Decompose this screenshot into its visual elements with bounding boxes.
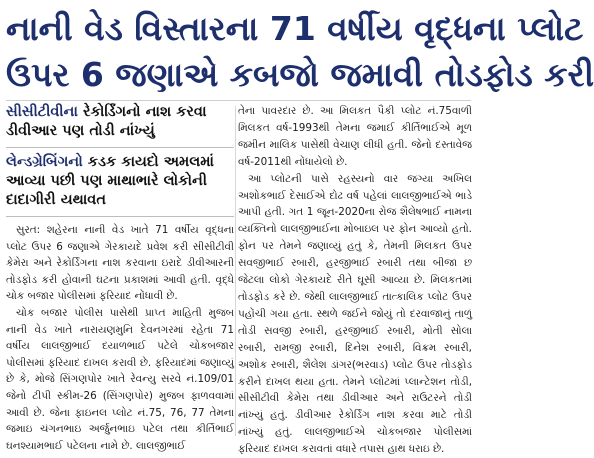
subheading-landgrabbing-lead: લેન્ડગ્રેબિંગનો xyxy=(6,154,83,170)
subheading-cctv-lead: સીસીટીવીના xyxy=(6,104,78,120)
subheading-cctv xyxy=(6,103,234,141)
headline xyxy=(6,6,594,98)
headline-line-2: ઉપર 6 જણાએ કબજો જમાવી તોડફોડ કરી xyxy=(6,55,594,94)
right-paragraph-1: તેના પાવરદાર છે. આ મિલકત પૈકી પ્લોટ નં.75વાળી મિલકત વર્ષ-1993થી તેમના જમાઈ કીર્તિભાઈએ મૂળ જમીન માલિક પાસેથી વેચાણ લીધી હતી. જેનો દસ્તાવેજ વર્ષ-2011થી નોંધાયેલો છે. xyxy=(238,105,472,168)
left-paragraph-1: સુરત: શહેરના નાની વેડ ખાતે 71 વર્ષીય વૃદ્ધના પ્લોટ ઉપર 6 જણાએ ગેરકાયદે પ્રવેશ કરી સીસીટીવી કેમેરા અને રેકોર્ડિંગના નાશ કરવાના ઇરાદે ડીવીઆરની તોડફોડ કરી હોવાની ઘટના પ્રકાશમાં આવી હતી. વૃદ્ધે ચોક બજાર પોલીસમાં ફરિયાદ નોંધાવી છે. xyxy=(6,224,234,303)
column-divider xyxy=(235,106,236,436)
left-paragraph-2: ચોક બજાર પોલીસ પાસેથી પ્રાપ્ત માહિતી મુજબ નાની વેડ ખાતે નારાયણમુનિ દેવનગરમાં રહેતા 71 વર્ષીય લાલજીભાઈ દયાળભાઈ પટેલે ચોકબજાર પોલીસમાં ફરિયાદ દાખલ કરાવી છે. ફરિયાદમાં જણાવ્યું છે કે, મોજે સિંગણપોર ખાતે રેવન્યુ સરવે નં.109/01 જેનો ટીપી સ્કીમ-26 (સિંગણપોર) મુજબ ફાળવવામાં આવી છે. જેના ફાઇનલ પ્લોટ નં.75, 76, 77 તેમના જમાઇ ચંગનભાઇ અર્જુનભાઇ પટેલ તથા કીર્તિભાઈ ઘનશ્યામભાઈ પટેલના નામે છે. લાલજીભાઈ xyxy=(6,306,234,452)
right-column xyxy=(238,103,472,456)
left-column xyxy=(6,103,234,452)
subheading-cctv-rest: રેકોર્ડિંગનો નાશ કરવા ડીવીઆર પણ તોડી નાંખ્યું xyxy=(6,104,207,139)
subheading-landgrabbing-rest: કડક કાયદો અમલમાં આવ્યા પછી પણ માથાભારે લોકોની દાદાગીરી યથાવત xyxy=(6,154,214,208)
subheading-divider-1 xyxy=(6,147,234,148)
subheading-divider-2 xyxy=(6,216,234,217)
subheading-landgrabbing xyxy=(6,153,234,210)
right-paragraph-2: આ પ્લોટની પાસે રહસ્યનો વાર જગ્યા અખિલ અશોકભાઈ દેસાઈએ દોઢ વર્ષ પહેલાં લાલજીભાઈએ ભાડે આપી હતી. ગત 1 જૂન-2020ના રોજ શૈલેષભાઈ નામના વ્યક્તિનો લાલજીભાઈના મોબાઇલ પર ફોન આવ્યો હતો. ફોન પર તેમને જણાવ્યું હતું કે, તેમની મિલકત ઉપર સવજીભાઈ રબારી, હરજીભાઈ રબારી તથા બીજા છ જેટલા લોકો ગેરકાયદે રીતે ઘૂસી આવ્યા છે. મિલકતમાં તોડફોડ કરે છે. જેથી લાલજીભાઈ તાત્કાલિક પ્લોટ ઉપર પહોંચી ગયા હતા. સ્થળે જઈને જોયું તો દરવાજાનું તાળું તોડી સવજી રબારી, હરજીભાઈ રબારી, મોતી સોલા રબારી, રામજી રબારી, દિનેશ રબારી, વિક્રમ રબારી, અશોક રબારી, શૈલેશ ડાંગર(ભરવાડ) પ્લોટ ઉપર તોડફોડ કરીને દાખલ થયા હતા. તેમને પ્લોટમાં પ્લાન્ટેશન તોડી, સીસીટીવી કેમેરા તથા ડીવીઆર અને રાઉટરને તોડી નાંખ્યું હતું. ડીવીઆર રેકોર્ડિંગ નાશ કરવા માટે તોડી નાંખ્યું હતું. લાલજીભાઈએ ચોકબજાર પોલીસમાં ફરિયાદ દાખલ કરાવતાં વધારે તપાસ હાથ ધરાઇ છે. xyxy=(238,172,472,456)
headline-line-1: નાની વેડ વિસ્તારના 71 વર્ષીય વૃદ્ધના પ્લોટ xyxy=(6,9,584,48)
headline-divider xyxy=(6,100,471,101)
